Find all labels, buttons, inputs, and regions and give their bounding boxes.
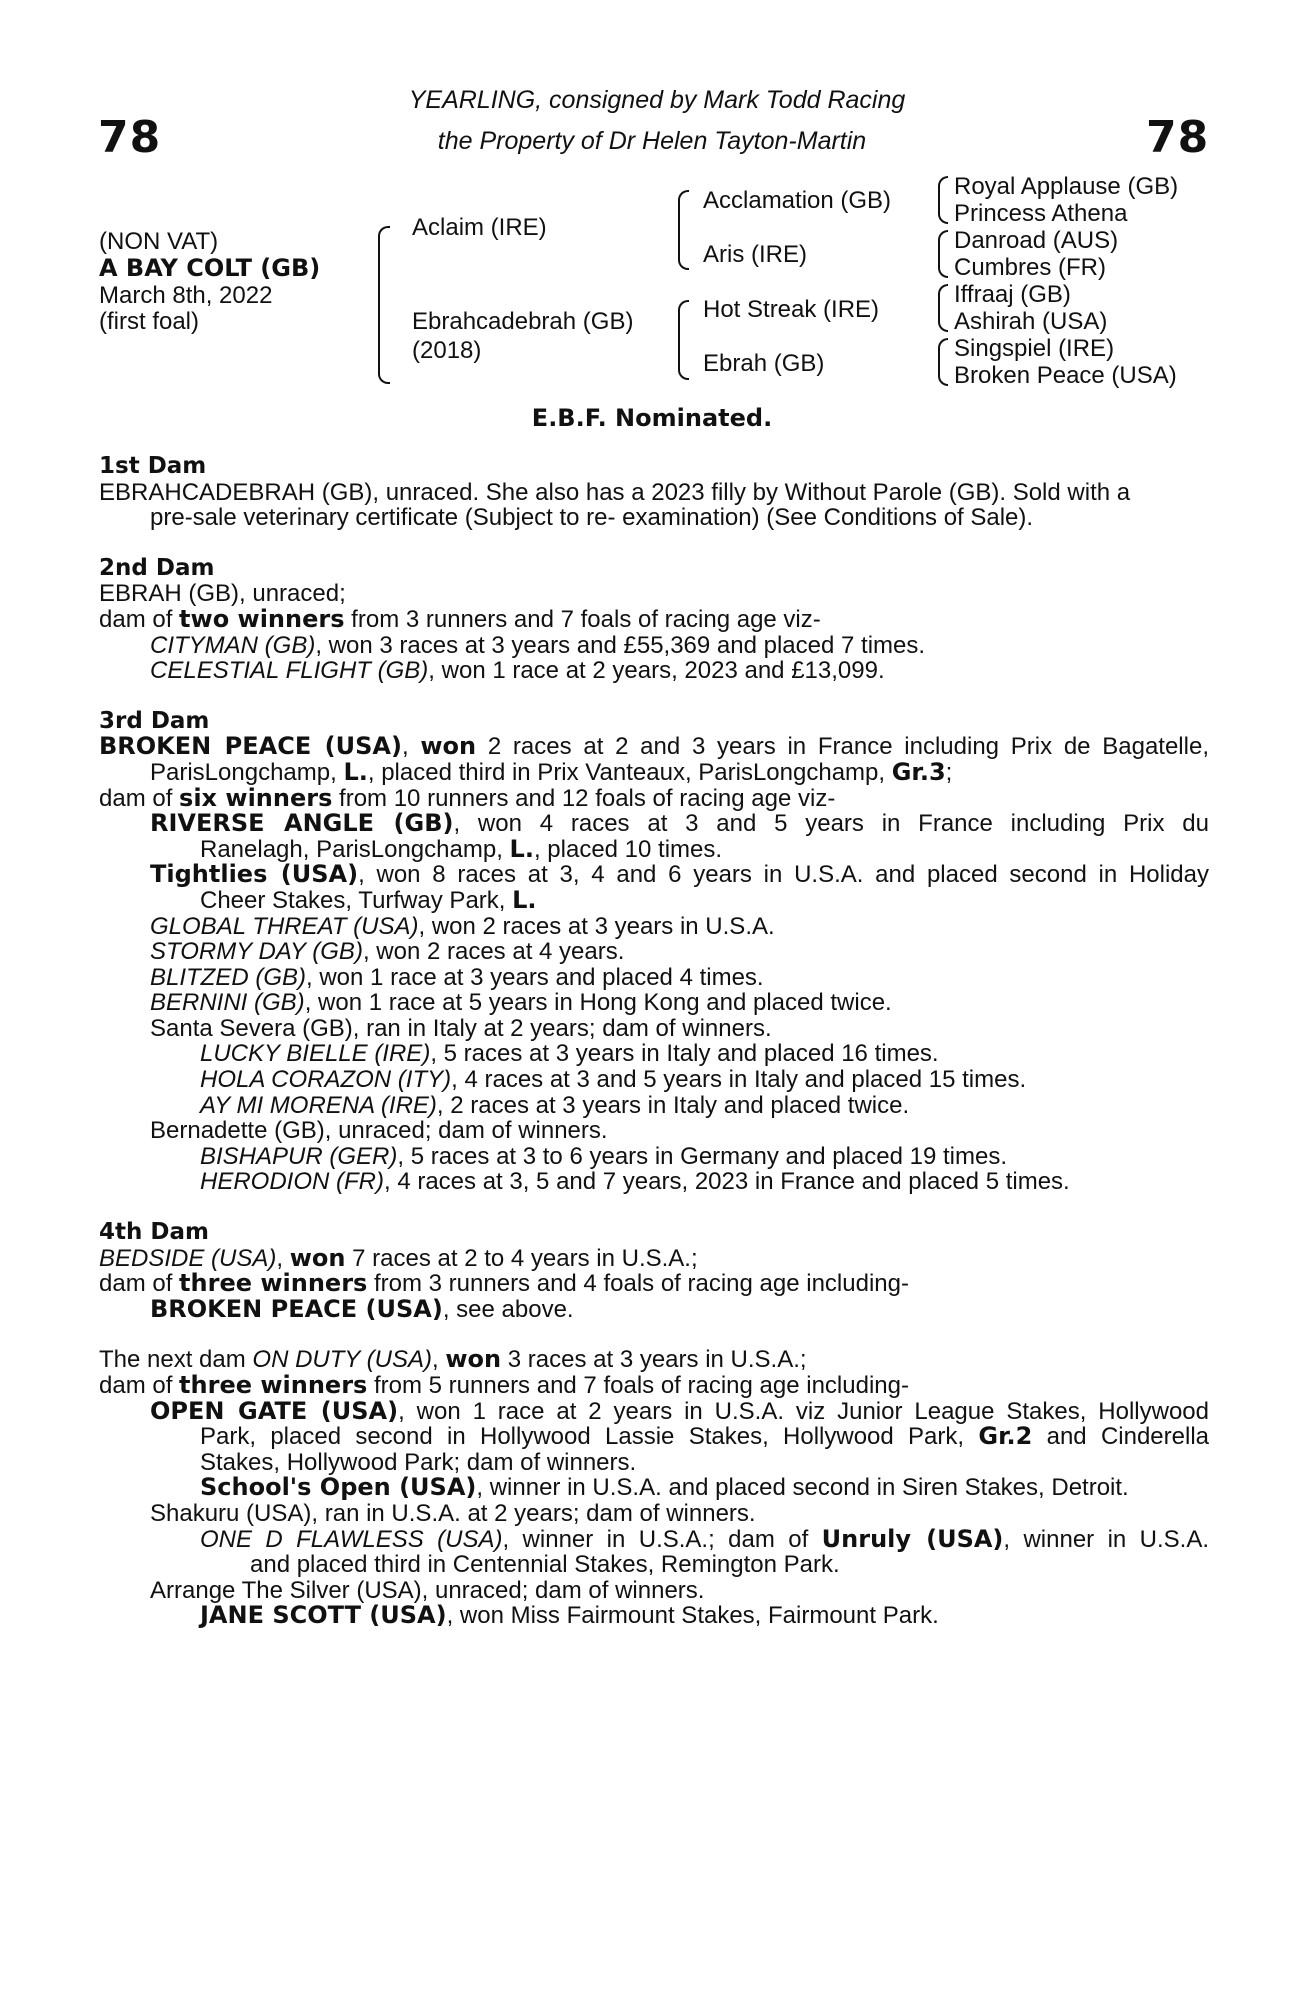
grand-offspring-line: School's Open (USA), winner in U.S.A. and placed second in Siren Stakes, Detroit. — [200, 1473, 1129, 1502]
lot-number-left: 78 — [98, 112, 162, 163]
offspring-line: Park, placed second in Hollywood Lassie Stakes, Hollywood Park, Gr.2 and Cinderella — [200, 1422, 1210, 1451]
gen3-7: Singspiel (IRE) — [954, 335, 1115, 362]
grand-offspring-line: BISHAPUR (GER), 5 races at 3 to 6 years in Germany and placed 19 times. — [200, 1142, 1008, 1170]
sire-dam-brace — [378, 226, 390, 384]
third-dam-section — [99, 709, 1209, 1195]
offspring-line: Bernadette (GB), unraced; dam of winners. — [150, 1117, 608, 1145]
gen3-4: Cumbres (FR) — [954, 254, 1107, 281]
first-dam-text: pre-sale veterinary certificate (Subject to re- examination) (See Conditions of Sale). — [150, 504, 1034, 532]
dam-sire: Hot Streak (IRE) — [703, 296, 880, 323]
first-dam-section — [99, 454, 1209, 531]
next-dam-text: The next dam ON DUTY (USA), won 3 races at 3 years in U.S.A.; — [99, 1345, 807, 1374]
offspring-line: STORMY DAY (GB), won 2 races at 4 years. — [150, 938, 625, 966]
foal-note: (first foal) — [99, 308, 200, 335]
grand-offspring-line: HERODION (FR), 4 races at 3, 5 and 7 years, 2023 in France and placed 5 times. — [200, 1168, 1070, 1196]
gen3-6: Ashirah (USA) — [954, 308, 1108, 335]
horse-name: A BAY COLT (GB) — [99, 254, 321, 282]
third-dam-text: BROKEN PEACE (USA), won 2 races at 2 and 3 years in France including Prix de Bagatelle, — [99, 732, 1209, 761]
consigned-line: YEARLING, consigned by Mark Todd Racing — [408, 86, 906, 114]
third-dam-text: ParisLongchamp, L., placed third in Prix Vanteaux, ParisLongchamp, Gr.3; — [150, 757, 953, 786]
catalogue-body — [99, 454, 1209, 1654]
grand-offspring-line: and placed third in Centennial Stakes, Remington Park. — [250, 1551, 840, 1579]
offspring-line: BLITZED (GB), won 1 race at 3 years and placed 4 times. — [150, 963, 764, 991]
sire-dam: Aris (IRE) — [703, 241, 807, 268]
offspring-line: Stakes, Hollywood Park; dam of winners. — [200, 1448, 637, 1476]
grand-offspring-line: ONE D FLAWLESS (USA), winner in U.S.A.; dam of Unruly (USA), winner in U.S.A. — [200, 1524, 1210, 1553]
offspring-line: Arrange The Silver (USA), unraced; dam of winners. — [150, 1576, 705, 1604]
fourth-dam-text: dam of three winners from 3 runners and 4 foals of racing age including- — [99, 1269, 909, 1298]
sire-sire: Acclamation (GB) — [703, 187, 892, 214]
offspring-line: Ranelagh, ParisLongchamp, L., placed 10 times. — [200, 834, 723, 863]
second-dam-text: EBRAH (GB), unraced; — [99, 580, 346, 608]
second-dam-text: dam of two winners from 3 runners and 7 foals of racing age viz- — [99, 604, 821, 633]
gen3-1: Royal Applause (GB) — [954, 173, 1179, 200]
fourth-dam-section — [99, 1220, 1209, 1322]
ebf-nomination: E.B.F. Nominated. — [531, 404, 773, 432]
offspring-line: Cheer Stakes, Turfway Park, L. — [200, 885, 537, 914]
second-dam-section — [99, 556, 1209, 684]
property-line: the Property of Dr Helen Tayton-Martin — [437, 127, 867, 155]
foaling-date: March 8th, 2022 — [99, 282, 273, 309]
dam-parents-brace — [678, 300, 689, 380]
fourth-dam-title: 4th Dam — [99, 1219, 209, 1246]
gen3-brace-3 — [938, 284, 948, 332]
grand-offspring-line: AY MI MORENA (IRE), 2 races at 3 years in Italy and placed twice. — [200, 1091, 910, 1119]
offspring-line: Shakuru (USA), ran in U.S.A. at 2 years; dam of winners. — [150, 1499, 756, 1527]
first-dam-text: EBRAHCADEBRAH (GB), unraced. She also has a 2023 filly by Without Parole (GB). Sold with a — [99, 478, 1131, 506]
offspring-line: OPEN GATE (USA), won 1 race at 2 years in U.S.A. viz Junior League Stakes, Hollywood — [150, 1396, 1209, 1425]
sire: Aclaim (IRE) — [412, 214, 547, 241]
lot-number-right: 78 — [1146, 112, 1210, 163]
gen3-8: Broken Peace (USA) — [954, 362, 1177, 389]
offspring-line: GLOBAL THREAT (USA), won 2 races at 3 years in U.S.A. — [150, 912, 775, 940]
gen3-2: Princess Athena — [954, 200, 1128, 227]
grand-offspring-line: LUCKY BIELLE (IRE), 5 races at 3 years in Italy and placed 16 times. — [200, 1040, 939, 1068]
dam: Ebrahcadebrah (GB) — [412, 308, 634, 335]
sire-parents-brace — [678, 190, 689, 270]
vat-status: (NON VAT) — [99, 228, 219, 255]
gen3-5: Iffraaj (GB) — [954, 281, 1071, 308]
gen3-brace-4 — [938, 338, 948, 386]
offspring-line: RIVERSE ANGLE (GB), won 4 races at 3 and 5 years in France including Prix du — [150, 809, 1209, 838]
offspring-line: CITYMAN (GB), won 3 races at 3 years and £55,369 and placed 7 times. — [150, 631, 926, 659]
offspring-line: BERNINI (GB), won 1 race at 5 years in Hong Kong and placed twice. — [150, 989, 892, 1017]
gen3-brace-1 — [938, 176, 948, 224]
third-dam-text: dam of six winners from 10 runners and 12 foals of racing age viz- — [99, 783, 836, 812]
offspring-line: Santa Severa (GB), ran in Italy at 2 years; dam of winners. — [150, 1014, 772, 1042]
gen3-3: Danroad (AUS) — [954, 227, 1119, 254]
offspring-line: Tightlies (USA), won 8 races at 3, 4 and 6 years in U.S.A. and placed second in Holiday — [150, 860, 1210, 889]
grand-offspring-line: HOLA CORAZON (ITY), 4 races at 3 and 5 years in Italy and placed 15 times. — [200, 1066, 1027, 1094]
offspring-line: CELESTIAL FLIGHT (GB), won 1 race at 2 years, 2023 and £13,099. — [150, 657, 885, 685]
first-dam-title: 1st Dam — [99, 453, 207, 479]
offspring-line: BROKEN PEACE (USA), see above. — [150, 1294, 574, 1323]
fourth-dam-text: BEDSIDE (USA), won 7 races at 2 to 4 years in U.S.A.; — [99, 1243, 698, 1272]
dam-year: (2018) — [412, 337, 482, 364]
grand-offspring-line: JANE SCOTT (USA), won Miss Fairmount Stakes, Fairmount Park. — [200, 1601, 939, 1630]
next-dam-text: dam of three winners from 5 runners and 7 foals of racing age including- — [99, 1371, 909, 1399]
gen3-brace-2 — [938, 230, 948, 278]
dam-dam: Ebrah (GB) — [703, 350, 825, 377]
next-dam-section — [99, 1347, 1209, 1629]
third-dam-title: 3rd Dam — [99, 707, 210, 734]
second-dam-title: 2nd Dam — [99, 554, 215, 581]
